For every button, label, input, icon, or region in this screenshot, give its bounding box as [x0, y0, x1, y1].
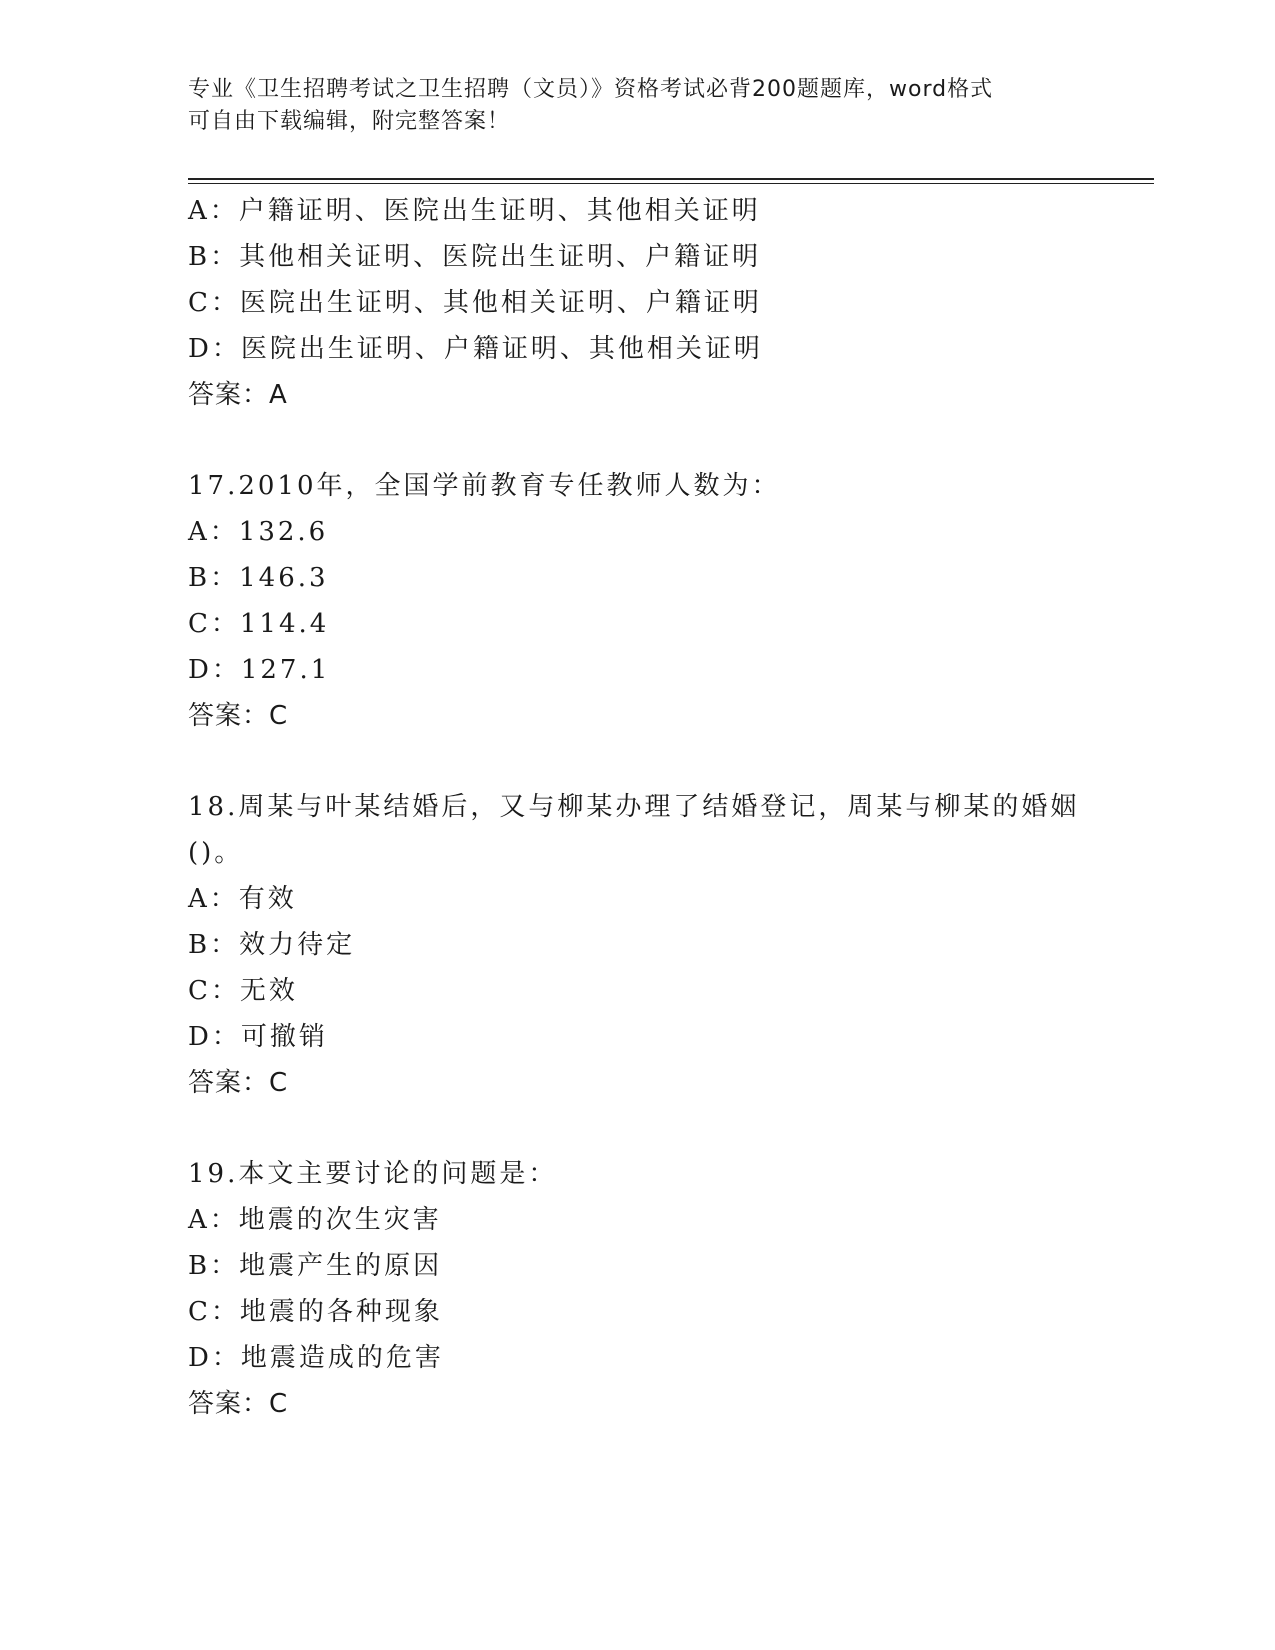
- question-19: [188, 1151, 1138, 1427]
- option-c: C：医院出生证明、其他相关证明、户籍证明: [188, 288, 762, 318]
- spacer: [188, 418, 1138, 463]
- option-a: A：有效: [188, 884, 297, 914]
- question-text: 17.2010年，全国学前教育专任教师人数为：: [188, 471, 781, 501]
- question-list: [188, 188, 1138, 1427]
- answer-line: 答案：A: [188, 380, 288, 410]
- option-d: D：127.1: [188, 655, 331, 685]
- option-c: C：地震的各种现象: [188, 1297, 443, 1327]
- answer-line: 答案：C: [188, 1389, 289, 1419]
- option-c: C：无效: [188, 976, 298, 1006]
- option-a: A：户籍证明、医院出生证明、其他相关证明: [188, 196, 761, 226]
- option-d: D：地震造成的危害: [188, 1343, 444, 1373]
- option-b: B：地震产生的原因: [188, 1251, 443, 1281]
- spacer: [188, 1106, 1138, 1151]
- header-divider-thin: [188, 183, 1154, 184]
- option-a: A：地震的次生灾害: [188, 1205, 442, 1235]
- option-a: A：132.6: [188, 517, 329, 547]
- question-text-continued: ()。: [188, 838, 244, 868]
- answer-line: 答案：C: [188, 1068, 289, 1098]
- option-c: C：114.4: [188, 609, 330, 639]
- option-b: B：其他相关证明、医院出生证明、户籍证明: [188, 242, 762, 272]
- option-d: D：医院出生证明、户籍证明、其他相关证明: [188, 334, 763, 364]
- option-d: D：可撤销: [188, 1022, 328, 1052]
- question-17: [188, 463, 1138, 739]
- header-divider-thick: [188, 178, 1154, 180]
- question-text: 18.周某与叶某结婚后，又与柳某办理了结婚登记，周某与柳某的婚姻: [188, 792, 1080, 822]
- header-line-1: 专业《卫生招聘考试之卫生招聘（文员）》资格考试必背200题题库，word格式: [188, 77, 994, 102]
- spacer: [188, 739, 1138, 784]
- question-16: [188, 188, 1138, 418]
- header-line-2: 可自由下载编辑，附完整答案！: [188, 109, 511, 134]
- option-b: B：效力待定: [188, 930, 356, 960]
- answer-line: 答案：C: [188, 701, 289, 731]
- question-18: [188, 784, 1138, 1106]
- question-text: 19.本文主要讨论的问题是：: [188, 1159, 558, 1189]
- option-b: B：146.3: [188, 563, 329, 593]
- document-header: [188, 74, 1088, 138]
